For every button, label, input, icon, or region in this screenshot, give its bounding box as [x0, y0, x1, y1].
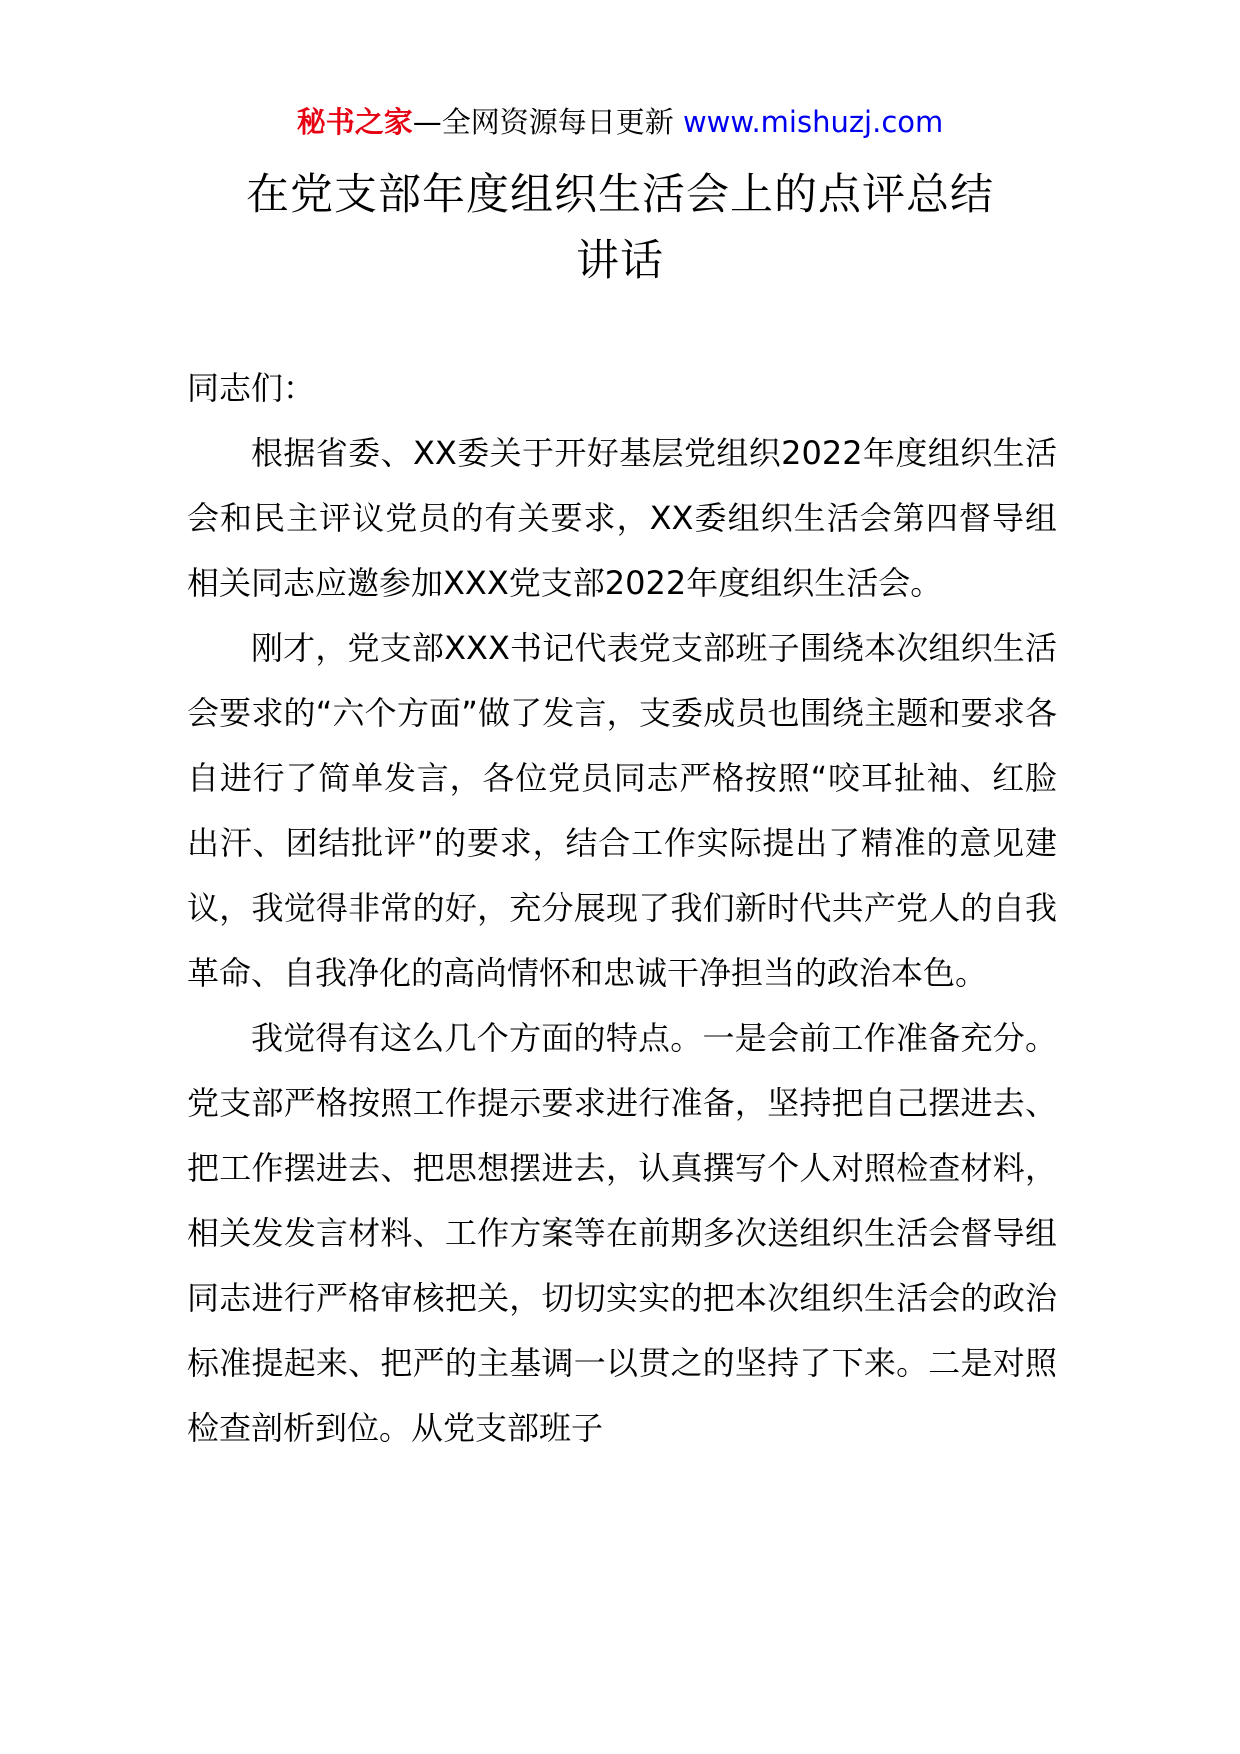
title-line-1: 在党支部年度组织生活会上的点评总结: [246, 170, 994, 220]
paragraph-2: 刚才，党支部XXX书记代表党支部班子围绕本次组织生活会要求的“六个方面”做了发言，支委成员也围绕主题和要求各自进行了简单发言，各位党员同志严格按照“咬耳扯袖、红脸出汗、团结批评”的要求，结合工作实际提出了精准的意见建议，我觉得非常的好，充分展现了我们新时代共产党人的自我革命、自我净化的高尚情怀和忠诚干净担当的政治本色。: [187, 629, 1057, 992]
site-brand: 秘书之家: [296, 105, 413, 139]
document-body: [187, 356, 1057, 1461]
site-url-link[interactable]: www.mishuzj.com: [682, 105, 944, 139]
site-header: [0, 100, 1240, 144]
site-tagline: —全网资源每日更新: [412, 105, 683, 139]
title-line-2: 讲话: [576, 236, 664, 286]
paragraph-3: 我觉得有这么几个方面的特点。一是会前工作准备充分。党支部严格按照工作提示要求进行准备，坚持把自己摆进去、把工作摆进去、把思想摆进去，认真撰写个人对照检查材料，相关发发言材料、工作方案等在前期多次送组织生活会督导组同志进行严格审核把关，切切实实的把本次组织生活会的政治标准提起来、把严的主基调一以贯之的坚持了下来。二是对照检查剖析到位。从党支部班子: [187, 1019, 1057, 1447]
paragraph-1: 根据省委、XX委关于开好基层党组织2022年度组织生活会和民主评议党员的有关要求，XX委组织生活会第四督导组相关同志应邀参加XXX党支部2022年度组织生活会。: [187, 434, 1057, 602]
document-title: [0, 162, 1240, 294]
salutation: 同志们：: [187, 369, 316, 407]
